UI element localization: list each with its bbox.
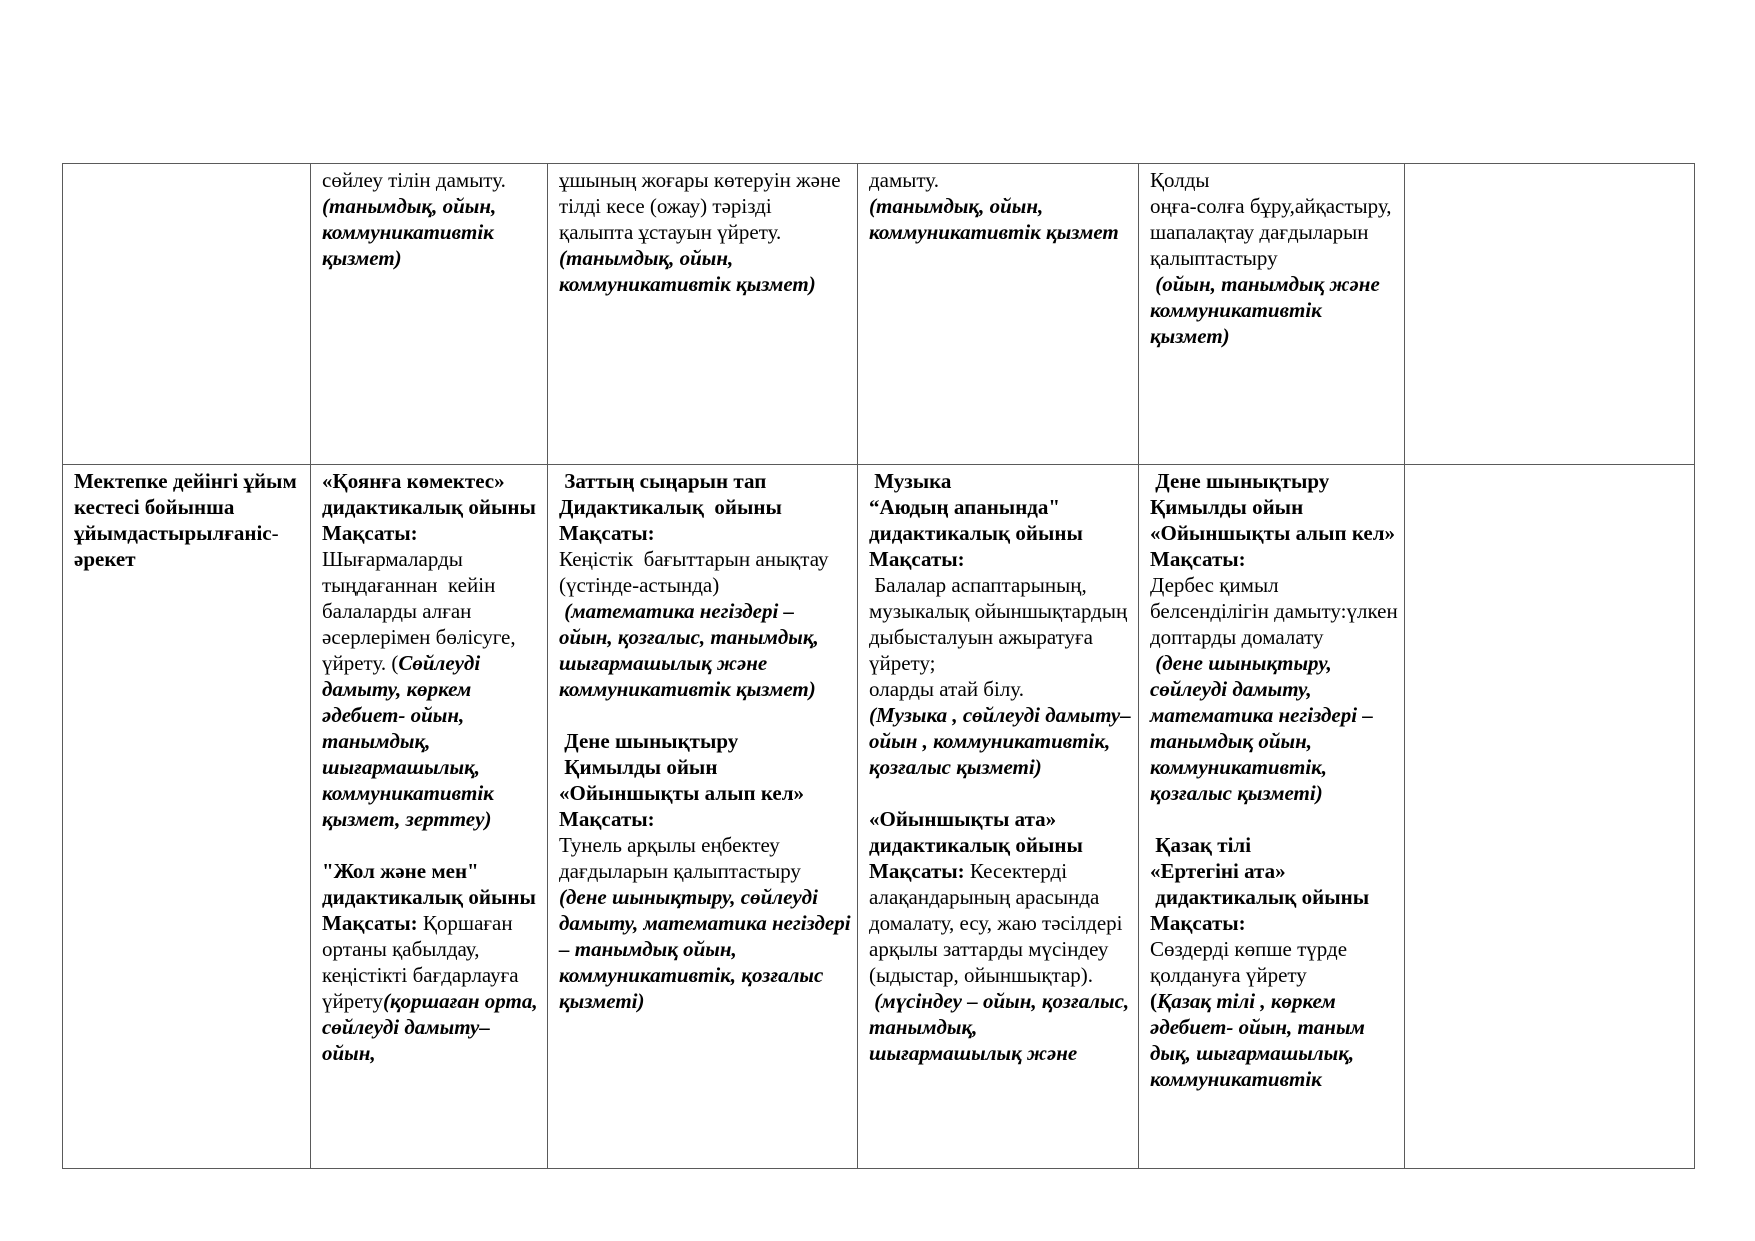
cell-paragraph xyxy=(74,468,304,572)
cell-paragraph xyxy=(1150,910,1398,936)
cell-paragraph xyxy=(559,546,851,598)
text-run: Қазақ тілі xyxy=(1150,833,1252,857)
text-run: Мақсаты: xyxy=(1150,911,1246,935)
table-cell xyxy=(311,164,548,465)
cell-paragraph xyxy=(322,910,541,1066)
cell-paragraph xyxy=(869,167,1132,193)
text-run: (қоршаған орта, сөйлеуді дамыту– ойын, xyxy=(322,989,543,1065)
text-run: ( xyxy=(1150,989,1157,1013)
text-run: Мақсаты: xyxy=(322,911,418,935)
text-run: (мүсіндеу – ойын, қозғалыс, танымдық, шығармашылық және xyxy=(869,989,1135,1065)
cell-paragraph xyxy=(1150,494,1398,520)
text-run: Заттың сыңарын тап xyxy=(559,469,767,493)
cell-paragraph xyxy=(869,572,1132,676)
text-run: Тунель арқылы еңбектеу дағдыларын қалыптастыру xyxy=(559,833,801,883)
text-run: Дене шынықтыру xyxy=(559,729,739,753)
cell-paragraph xyxy=(869,193,1132,245)
table-row xyxy=(63,465,1695,1169)
text-run: Мақсаты: xyxy=(559,521,655,545)
text-run: «Қоянға көмектес» дидактикалық ойыны xyxy=(322,469,536,519)
table-cell xyxy=(858,164,1139,465)
cell-paragraph xyxy=(1150,520,1398,546)
table-cell xyxy=(63,465,311,1169)
cell-paragraph xyxy=(1150,936,1398,988)
cell-paragraph xyxy=(869,676,1132,702)
table-cell xyxy=(548,164,858,465)
table-cell xyxy=(1405,465,1695,1169)
text-run: Музыка xyxy=(869,469,952,493)
cell-paragraph xyxy=(559,754,851,780)
paragraph-spacer xyxy=(559,702,851,728)
text-run: Шығармаларды тыңдағаннан кейін балаларды алған әсерлерімен бөлісуге, үйрету. ( xyxy=(322,547,521,675)
table-cell xyxy=(1139,164,1405,465)
text-run: Мақсаты: xyxy=(869,547,965,571)
text-run: Дидактикалық ойыны xyxy=(559,495,782,519)
cell-paragraph xyxy=(1150,546,1398,572)
paragraph-spacer xyxy=(869,780,1132,806)
cell-paragraph xyxy=(1150,650,1398,806)
cell-paragraph xyxy=(559,728,851,754)
cell-paragraph xyxy=(1150,832,1398,858)
text-run: Мақсаты: xyxy=(322,521,418,545)
text-run: Қимылды ойын xyxy=(559,755,718,779)
text-run: Дербес қимыл белсенділігін дамыту:үлкен доптарды домалату xyxy=(1150,573,1403,649)
cell-paragraph xyxy=(1150,271,1398,349)
text-run: сөйлеу тілін дамыту. xyxy=(322,168,506,192)
text-run: Дене шынықтыру xyxy=(1150,469,1330,493)
text-run: Мақсаты: xyxy=(869,859,965,883)
text-run: “Аюдың апанында" дидактикалық ойыны xyxy=(869,495,1083,545)
cell-paragraph xyxy=(869,468,1132,494)
cell-paragraph xyxy=(1150,167,1398,193)
text-run: (танымдық, ойын, коммуникативтік қызмет) xyxy=(322,194,502,270)
text-run: (дене шынықтыру, сөйлеуді дамыту, математика негіздері – танымдық ойын, коммуникативтік, қозғалыс қызметі) xyxy=(559,885,856,1013)
text-run: (танымдық, ойын, коммуникативтік қызмет xyxy=(869,194,1119,244)
cell-paragraph xyxy=(1150,858,1398,884)
cell-paragraph xyxy=(1150,193,1398,271)
cell-paragraph xyxy=(322,858,541,910)
cell-paragraph xyxy=(869,494,1132,546)
cell-paragraph xyxy=(869,702,1136,780)
cell-paragraph xyxy=(322,193,541,271)
text-run: Қоршаған ортаны қабылдау, кеңістікті бағдарлауға үйрету xyxy=(322,911,524,1013)
cell-paragraph xyxy=(322,167,541,193)
schedule-table xyxy=(62,163,1695,1169)
cell-paragraph xyxy=(559,468,851,494)
text-run: - xyxy=(271,521,279,545)
cell-paragraph xyxy=(559,598,851,702)
text-run: дидактикалық ойыны xyxy=(1150,885,1370,909)
text-run: (танымдық, ойын, коммуникативтік қызмет) xyxy=(559,246,816,296)
text-run: әрекет xyxy=(74,547,136,571)
table-cell xyxy=(63,164,311,465)
text-run: Балалар аспаптарының, музыкалық ойыншықтардың дыбысталуын ажыратуға үйрету; xyxy=(869,573,1133,675)
text-run: дамыту. xyxy=(869,168,939,192)
text-run: Қимылды ойын xyxy=(1150,495,1304,519)
cell-paragraph xyxy=(322,520,541,546)
table-row xyxy=(63,164,1695,465)
cell-paragraph xyxy=(559,494,851,520)
cell-paragraph xyxy=(1150,572,1403,650)
text-run: Кесектерді алақандарының арасында домалату, есу, жаю тәсілдері арқылы заттарды мүсіндеу (ыдыстар, ойыншықтар). xyxy=(869,859,1128,987)
cell-paragraph xyxy=(869,988,1135,1066)
text-run: ұшының жоғары көтеруін және тілді кесе (ожау) тәрізді қалыпта ұстауын үйрету. xyxy=(559,168,846,244)
text-run: (математика негіздері – ойын, қозғалыс, танымдық, шығармашылық және коммуникативтік қызмет) xyxy=(559,599,824,701)
cell-paragraph xyxy=(869,546,1132,572)
cell-paragraph xyxy=(559,884,856,1014)
table-cell xyxy=(1405,164,1695,465)
cell-paragraph xyxy=(559,780,851,806)
cell-paragraph xyxy=(559,245,851,297)
cell-paragraph xyxy=(869,806,1132,858)
cell-paragraph xyxy=(869,858,1132,988)
table-cell xyxy=(311,465,548,1169)
text-run: (дене шынықтыру, сөйлеуді дамыту, математика негіздері – танымдық ойын, коммуникативтік, қозғалыс қызметі) xyxy=(1150,651,1379,805)
cell-paragraph xyxy=(1150,468,1398,494)
cell-paragraph xyxy=(322,468,541,520)
text-run: Кеңістік бағыттарын анықтау (үстінде-астында) xyxy=(559,547,839,597)
text-run: Мақсаты: xyxy=(1150,547,1246,571)
cell-paragraph xyxy=(559,832,851,884)
text-run: Сөздерді көпше түрде қолдануға үйрету xyxy=(1150,937,1353,987)
text-run: «Ойыншықты алып кел» xyxy=(1150,521,1396,545)
cell-paragraph xyxy=(1150,884,1398,910)
cell-paragraph xyxy=(322,546,541,832)
table-cell xyxy=(858,465,1139,1169)
text-run: «Ертегіні ата» xyxy=(1150,859,1286,883)
paragraph-spacer xyxy=(322,832,541,858)
table-cell xyxy=(1139,465,1405,1169)
text-run: "Жол және мен" дидактикалық ойыны xyxy=(322,859,536,909)
cell-paragraph xyxy=(559,806,851,832)
text-run: (ойын, танымдық және коммуникативтік қызмет) xyxy=(1150,272,1386,348)
text-run: Қолды xyxy=(1150,168,1210,192)
cell-paragraph xyxy=(559,167,851,245)
text-run: оңға-солға бұру,айқастыру, шапалақтау дағдыларын қалыптастыру xyxy=(1150,194,1397,270)
text-run: Мектепке дейінгі ұйым кестесі бойынша ұйымдастырылғаніс xyxy=(74,469,302,545)
text-run: оларды атай білу. xyxy=(869,677,1024,701)
cell-paragraph xyxy=(1150,988,1398,1092)
text-run: «Ойыншықты ата» дидактикалық ойыны xyxy=(869,807,1083,857)
text-run: Мақсаты: xyxy=(559,807,655,831)
table-cell xyxy=(548,465,858,1169)
text-run: «Ойыншықты алып кел» xyxy=(559,781,805,805)
paragraph-spacer xyxy=(1150,806,1398,832)
cell-paragraph xyxy=(559,520,851,546)
text-run: Сөйлеуді дамыту, көркем әдебиет- ойын, танымдық, шығармашылық, коммуникативтік қызмет, зерттеу) xyxy=(322,651,500,831)
text-run: Қазақ тілі , көркем әдебиет- ойын, таным дық, шығармашылық, коммуникативтік xyxy=(1150,989,1371,1091)
text-run: (Музыка , сөйлеуді дамыту– ойын , коммуникативтік, қозғалыс қызметі) xyxy=(869,703,1136,779)
